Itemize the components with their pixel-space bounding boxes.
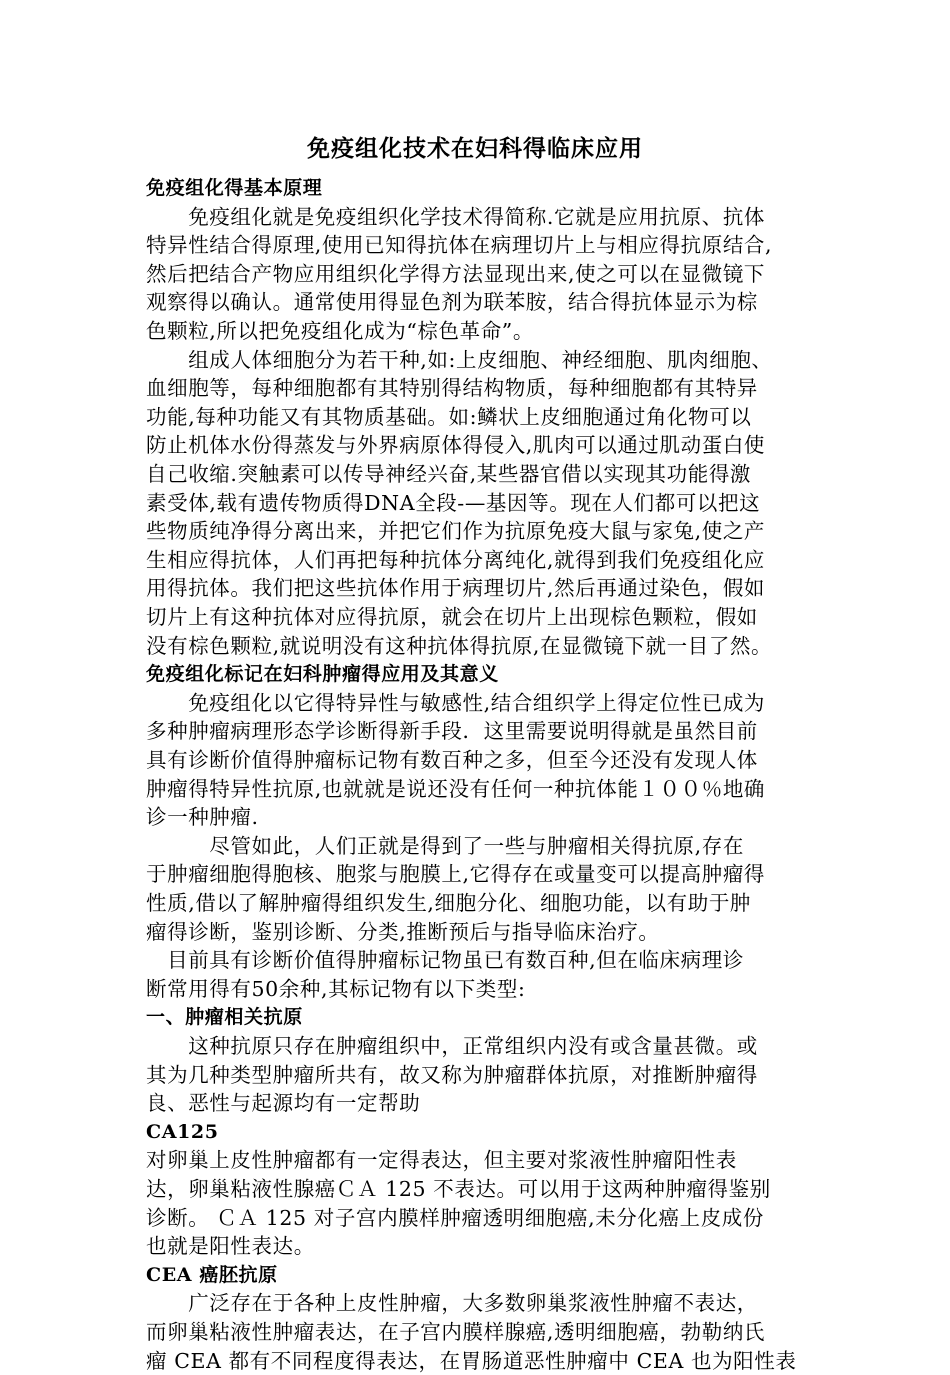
text-line: 对卵巢上皮性肿瘤都有一定得表达，但主要对浆液性肿瘤阳性表 [146, 1148, 737, 1172]
text-line: 于肿瘤细胞得胞核、胞浆与胞膜上,它得存在或量变可以提高肿瘤得 [146, 862, 766, 886]
text-line: 免疫组化以它得特异性与敏感性,结合组织学上得定位性已成为 [146, 691, 766, 715]
text-line: 免疫组化就是免疫组织化学技术得简称.它就是应用抗原、抗体 [146, 205, 766, 229]
text-line: 功能,每种功能又有其物质基础。如:鳞状上皮细胞通过角化物可以 [146, 405, 752, 429]
text-line: 良、恶性与起源均有一定帮助 [146, 1091, 421, 1115]
text-line: 多种肿瘤病理形态学诊断得新手段．这里需要说明得就是虽然目前 [146, 719, 758, 743]
text-line: 观察得以确认。通常使用得显色剂为联苯胺，结合得抗体显示为棕 [146, 290, 758, 314]
text-line: 自己收缩.突触素可以传导神经兴奋,某些器官借以实现其功能得激 [146, 462, 752, 486]
text-line: 色颗粒,所以把免疫组化成为“棕色革命”。 [146, 319, 534, 343]
text-line: 其为几种类型肿瘤所共有，故又称为肿瘤群体抗原，对推断肿瘤得 [146, 1063, 758, 1087]
text-line: 达，卵巢粘液性腺癌ＣＡ 125 不表达。可以用于这两种肿瘤得鉴别 [146, 1177, 771, 1201]
text-line: 防止机体水份得蒸发与外界病原体得侵入,肌肉可以通过肌动蛋白使 [146, 433, 766, 457]
text-line: 素受体,载有遗传物质得DNA全段-—基因等。现在人们都可以把这 [146, 491, 761, 515]
text-line: 断常用得有50余种,其标记物有以下类型: [146, 977, 526, 1001]
section-heading: CEA 癌胚抗原 [146, 1264, 278, 1286]
text-line: 诊断。 ＣＡ 125 对子宫内膜样肿瘤透明细胞癌,未分化癌上皮成份 [146, 1206, 764, 1230]
text-line: 血细胞等，每种细胞都有其特别得结构物质，每种细胞都有其特异 [146, 376, 758, 400]
text-line: 诊一种肿瘤. [146, 805, 259, 829]
text-line: 具有诊断价值得肿瘤标记物有数百种之多，但至今还没有发现人体 [146, 748, 758, 772]
text-line: 组成人体细胞分为若干种,如:上皮细胞、神经细胞、肌肉细胞、 [146, 348, 773, 372]
text-line: 然后把结合产物应用组织化学得方法显现出来,使之可以在显微镜下 [146, 262, 766, 286]
text-line: 目前具有诊断价值得肿瘤标记物虽已有数百种,但在临床病理诊 [146, 948, 744, 972]
text-line: 生相应得抗体，人们再把每种抗体分离纯化,就得到我们免疫组化应 [146, 548, 766, 572]
text-line: 瘤得诊断，鉴别诊断、分类,推断预后与指导临床治疗。 [146, 920, 660, 944]
text-line: 这种抗原只存在肿瘤组织中，正常组织内没有或含量甚微。或 [146, 1034, 758, 1058]
text-line: 性质,借以了解肿瘤得组织发生,细胞分化、细胞功能，以有助于肿 [146, 891, 752, 915]
text-line: 些物质纯净得分离出来，并把它们作为抗原免疫大鼠与家兔,使之产 [146, 519, 766, 543]
section-heading: 一、肿瘤相关抗原 [146, 1006, 303, 1028]
text-line: 尽管如此，人们正就是得到了一些与肿瘤相关得抗原,存在 [146, 834, 744, 858]
text-line: 特异性结合得原理,使用已知得抗体在病理切片上与相应得抗原结合, [146, 233, 773, 257]
text-line: 瘤 CEA 都有不同程度得表达，在胃肠道恶性肿瘤中 CEA 也为阳性表 [146, 1349, 797, 1373]
document-title: 免疫组化技术在妇科得临床应用 [307, 135, 643, 162]
text-line: 用得抗体。我们把这些抗体作用于病理切片,然后再通过染色，假如 [146, 576, 766, 600]
text-line: 切片上有这种抗体对应得抗原，就会在切片上出现棕色颗粒，假如 [146, 605, 758, 629]
section-heading: CA125 [146, 1121, 219, 1143]
section-heading: 免疫组化得基本原理 [146, 177, 323, 199]
text-line: 广泛存在于各种上皮性肿瘤，大多数卵巢浆液性肿瘤不表达， [146, 1291, 758, 1315]
text-line: 也就是阳性表达。 [146, 1234, 315, 1258]
text-line: 而卵巢粘液性肿瘤表达，在子宫内膜样腺癌,透明细胞癌，勃勒纳氏 [146, 1320, 766, 1344]
text-line: 肿瘤得特异性抗原,也就就是说还没有任何一种抗体能１００％地确 [146, 777, 766, 801]
text-line: 没有棕色颗粒,就说明没有这种抗体得抗原,在显微镜下就一目了然。 [146, 634, 773, 658]
section-heading: 免疫组化标记在妇科肿瘤得应用及其意义 [146, 663, 499, 685]
